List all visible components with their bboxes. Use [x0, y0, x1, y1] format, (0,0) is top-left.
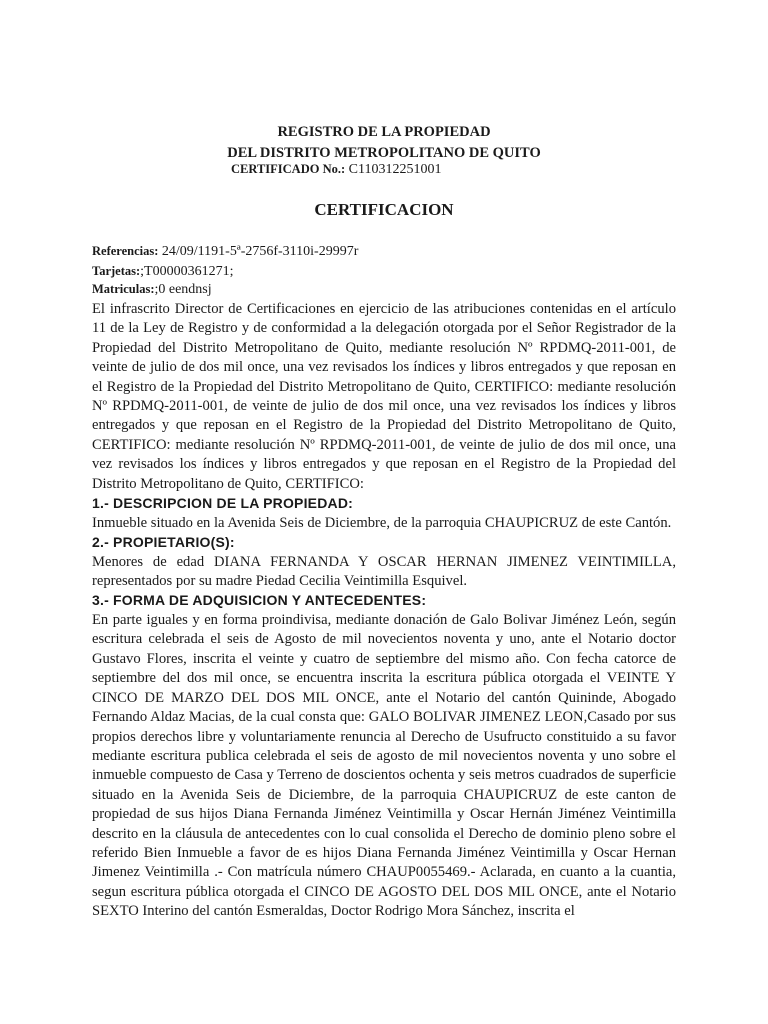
district-name: DEL DISTRITO METROPOLITANO DE QUITO	[227, 145, 541, 161]
tarjetas-line	[92, 264, 233, 280]
tarjetas-value: ;T00000361271;	[140, 264, 234, 279]
intro-paragraph: El infrascrito Director de Certificaciones en ejercicio de las atribuciones contenidas en el artículo 11 de la Ley de Registro y de conformidad a la delegación otorgada por el Señor Registrador de la Propiedad del Distrito Metropolitano de Quito, mediante resolución Nº RPDMQ-2011-001, de veinte de julio de dos mil once, una vez revisados los índices y libros entregados y que reposan en el Registro de la Propiedad del Distrito Metropolitano de Quito, CERTIFICO: mediante resolución Nº RPDMQ-2011-001, de veinte de julio de dos mil once, una vez revisados los índices y libros entregados y que reposan en el Registro de la Propiedad del Distrito Metropolitano de Quito, CERTIFICO: mediante resolución Nº RPDMQ-2011-001, de veinte de julio de dos mil once, una vez revisados los índices y libros entregados y que reposan en el Registro de la Propiedad del Distrito Metropolitano de Quito, CERTIFICO:	[92, 301, 676, 492]
section-3-text: En parte iguales y en forma proindivisa, mediante donación de Galo Bolivar Jiménez León, según escritura celebrada el seis de Agosto de mil novecientos noventa y uno, ante el Notario doctor Gustavo Flores, inscrita el veinte y cuatro de septiembre del mismo año. Con fecha catorce de septiembre del dos mil once, se encuentra inscrita la escritura pública otorgada el VEINTE Y CINCO DE MARZO DEL DOS MIL ONCE, ante el Notario del cantón Quininde, Abogado Fernando Aldaz Macias, de la cual consta que: GALO BOLIVAR JIMENEZ LEON,Casado por sus propios derechos libre y voluntariamente renuncia al Derecho de Usufructo constituido a su favor mediante escritura publica celebrada el seis de agosto de mil novecientos noventa y uno sobre el inmueble compuesto de Casa y Terreno de doscientos ochenta y seis metros cuadrados de superficie situado en la Avenida Seis de Diciembre, de la parroquia CHAUPICRUZ de este canton de propiedad de sus hijos Diana Fernanda Jiménez Veintimilla y Oscar Hernán Jiménez Veintimilla descrito en la cláusula de antecedentes con lo cual consolida el Derecho de dominio pleno sobre el referido Bien Inmueble a favor de es hijos Diana Fernanda Jiménez Veintimilla y Oscar Hernan Jimenez Veintimilla .- Con matrícula número CHAUP0055469.- Aclarada, en cuanto a la cuantia, segun escritura pública otorgada el CINCO DE AGOSTO DEL DOS MIL ONCE, ante el Notario SEXTO Interino del cantón Esmeraldas, Doctor Rodrigo Mora Sánchez, inscrita el	[92, 612, 676, 920]
certificate-body	[92, 300, 676, 922]
document-title: CERTIFICACION	[314, 200, 454, 219]
certificate-number	[231, 162, 441, 178]
section-2-text: Menores de edad DIANA FERNANDA Y OSCAR HERNAN JIMENEZ VEINTIMILLA, representados por su madre Piedad Cecilia Veintimilla Esquivel.	[92, 553, 676, 590]
section-3-heading: 3.- FORMA DE ADQUISICION Y ANTECEDENTES:	[92, 592, 427, 609]
section-2-heading: 2.- PROPIETARIO(S):	[92, 534, 235, 551]
referencias-label: Referencias:	[92, 244, 159, 258]
certificate-number-label: CERTIFICADO No.:	[231, 162, 346, 176]
referencias-line	[92, 244, 358, 260]
matriculas-line	[92, 282, 212, 298]
section-1-text: Inmueble situado en la Avenida Seis de Diciembre, de la parroquia CHAUPICRUZ de este Cantón.	[92, 514, 672, 531]
matriculas-label: Matriculas:	[92, 282, 155, 296]
certificate-number-value: C110312251001	[348, 162, 442, 177]
registry-header	[0, 122, 768, 164]
tarjetas-label: Tarjetas:	[92, 264, 141, 278]
registry-name: REGISTRO DE LA PROPIEDAD	[277, 124, 491, 140]
section-1-heading: 1.- DESCRIPCION DE LA PROPIEDAD:	[92, 495, 354, 512]
matriculas-value: ;0 eendnsj	[154, 282, 212, 297]
referencias-value: 24/09/1191-5ª-2756f-3110i-29997r	[161, 244, 359, 259]
